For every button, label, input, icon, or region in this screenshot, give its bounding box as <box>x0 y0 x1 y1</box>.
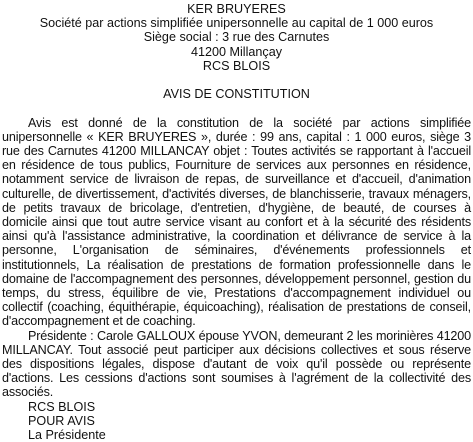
notice-title: AVIS DE CONSTITUTION <box>163 87 310 102</box>
closing-registry: RCS BLOIS <box>28 399 96 414</box>
spacer <box>2 73 471 87</box>
president-paragraph: Présidente : Carole GALLOUX épouse YVON, demeurant 2 les morinières 41200 MILLANCAY. Tout associé peut participer aux décisions collectives et sous réserve des dispositions légales, dispose d'autant de voix qu'il possède ou représente d'actions. Les cessions d'actions sont soumises à l'agrément de la collectivité des associés. <box>2 328 471 400</box>
constitution-paragraph: Avis est donné de la constitution de la société par actions simplifiée unipersonnelle « KER BRUYERES », durée : 99 ans, capital : 1 000 euros, siège 3 rue des Carnutes 41200 MILLANCAY objet : Toutes activités se rapportant à l'accueil en résidence de tous publics, Fourniture de services aux personnes en résidence, notamment service de livraison de repas, de surveillance et d'accueil, d'animation culturelle, de divertissement, d'activités diverses, de blanchisserie, travaux ménagers, de petits travaux de bricolage, d'entretien, d'hygiène, de beauté, de courses à domicile ainsi que tout autre service visant au confort et à la sécurité des résidents ainsi qu'à l'assistance administrative, la coordination et délivrance de service à la personne, L'organisation de séminaires, d'événements professionnels et institutionnels, La réalisation de prestations de formation professionnelle dans le domaine de l'accompagnement des personnes, développement personnel, gestion du temps, du stress, équilibre de vie, Prestations d'accompagnement individuel ou collectif (coaching, équithérapie, équicoaching), réalisation de prestations de conseil, d'accompagnement et de coaching. <box>2 115 471 329</box>
closing-pour-avis: POUR AVIS <box>28 413 95 428</box>
company-registry: RCS BLOIS <box>202 58 271 73</box>
company-city: 41200 Millançay <box>190 44 282 59</box>
closing-signatory: La Présidente <box>28 428 106 442</box>
spacer <box>2 101 471 115</box>
company-name: KER BRUYERES <box>187 2 286 16</box>
company-form: Société par actions simplifiée unipersonnelle au capital de 1 000 euros <box>39 16 434 31</box>
registered-office: Siège social : 3 rue des Carnutes <box>143 30 330 45</box>
